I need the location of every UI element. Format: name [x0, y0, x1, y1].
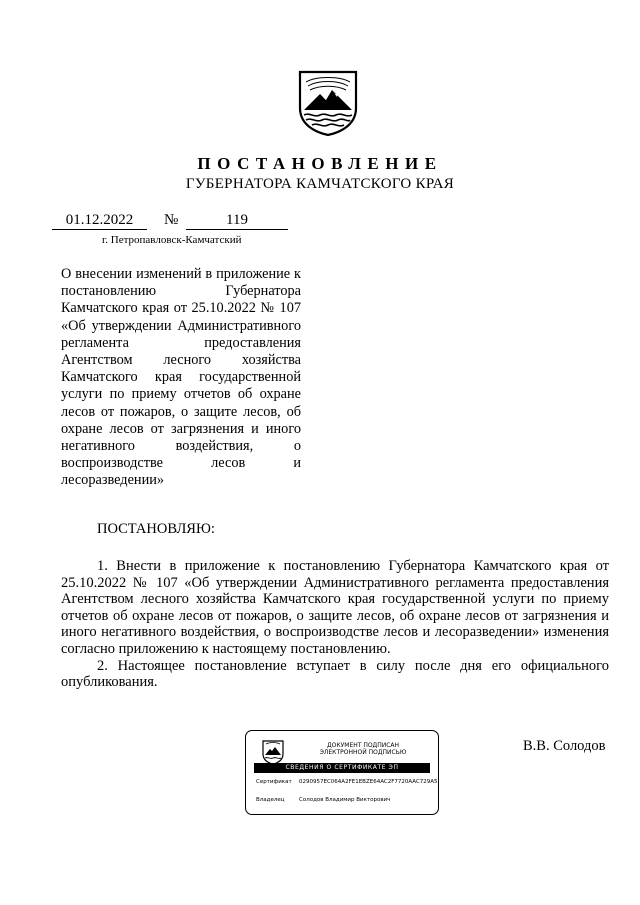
decree-word: ПОСТАНОВЛЯЮ:: [97, 521, 215, 537]
kamchatka-coat-of-arms-icon: [296, 68, 360, 136]
electronic-signature-stamp: [245, 730, 439, 815]
certificate-value: 0290957EC064A2FE1EBZE64AC2F7720AAC729A5: [299, 779, 438, 785]
stamp-certificate-bar: СВЕДЕНИЯ О СЕРТИФИКАТЕ ЭП: [254, 763, 430, 773]
owner-value: Солодов Владимир Викторович: [299, 797, 391, 803]
document-body: [61, 558, 609, 691]
document-title: ПОСТАНОВЛЕНИЕ: [197, 154, 443, 173]
stamp-heading-line-2: ЭЛЕКТРОННОЙ ПОДПИСЬЮ: [319, 749, 407, 756]
paragraph-2: 2. Настоящее постановление вступает в силу после дня его официального опубликования.: [61, 657, 609, 691]
number-sign: №: [164, 212, 179, 228]
owner-label: Владелец: [256, 797, 285, 803]
stamp-heading: [298, 742, 428, 756]
document-subject: О внесении изменений в приложение к постановлению Губернатора Камчатского края от 25.10.2022 № 107 «Об утверждении Административного регламента предоставления Агентством лесного хозяйства Камчатского края государственной услуги по приему отчетов об охране лесов от пожаров, о защите лесов, об охране лесов от загрязнения и иного негативного воздействия, о воспроизводстве лесов и лесоразведении»: [61, 266, 301, 489]
place-of-issue: г. Петропавловск-Камчатский: [102, 234, 242, 246]
certificate-label: Сертификат: [256, 779, 292, 785]
stamp-emblem-icon: [261, 739, 285, 765]
document-number: 119: [186, 212, 288, 230]
signer-name: В.В. Солодов: [523, 738, 606, 754]
stamp-heading-line-1: ДОКУМЕНТ ПОДПИСАН: [326, 742, 400, 749]
document-date: 01.12.2022: [52, 212, 147, 230]
paragraph-1: 1. Внести в приложение к постановлению Губернатора Камчатского края от 25.10.2022 № 107 «Об утверждении Административного регламента предоставления Агентством лесного хозяйства Камчатского края государственной услуги по приему отчетов об охране лесов от пожаров, о защите лесов, об охране лесов от загрязнения и иного негативного воздействия, о воспроизводстве лесов и лесоразведении» изменения согласно приложению к настоящему постановлению.: [61, 558, 609, 657]
document-subtitle: ГУБЕРНАТОРА КАМЧАТСКОГО КРАЯ: [185, 176, 455, 192]
